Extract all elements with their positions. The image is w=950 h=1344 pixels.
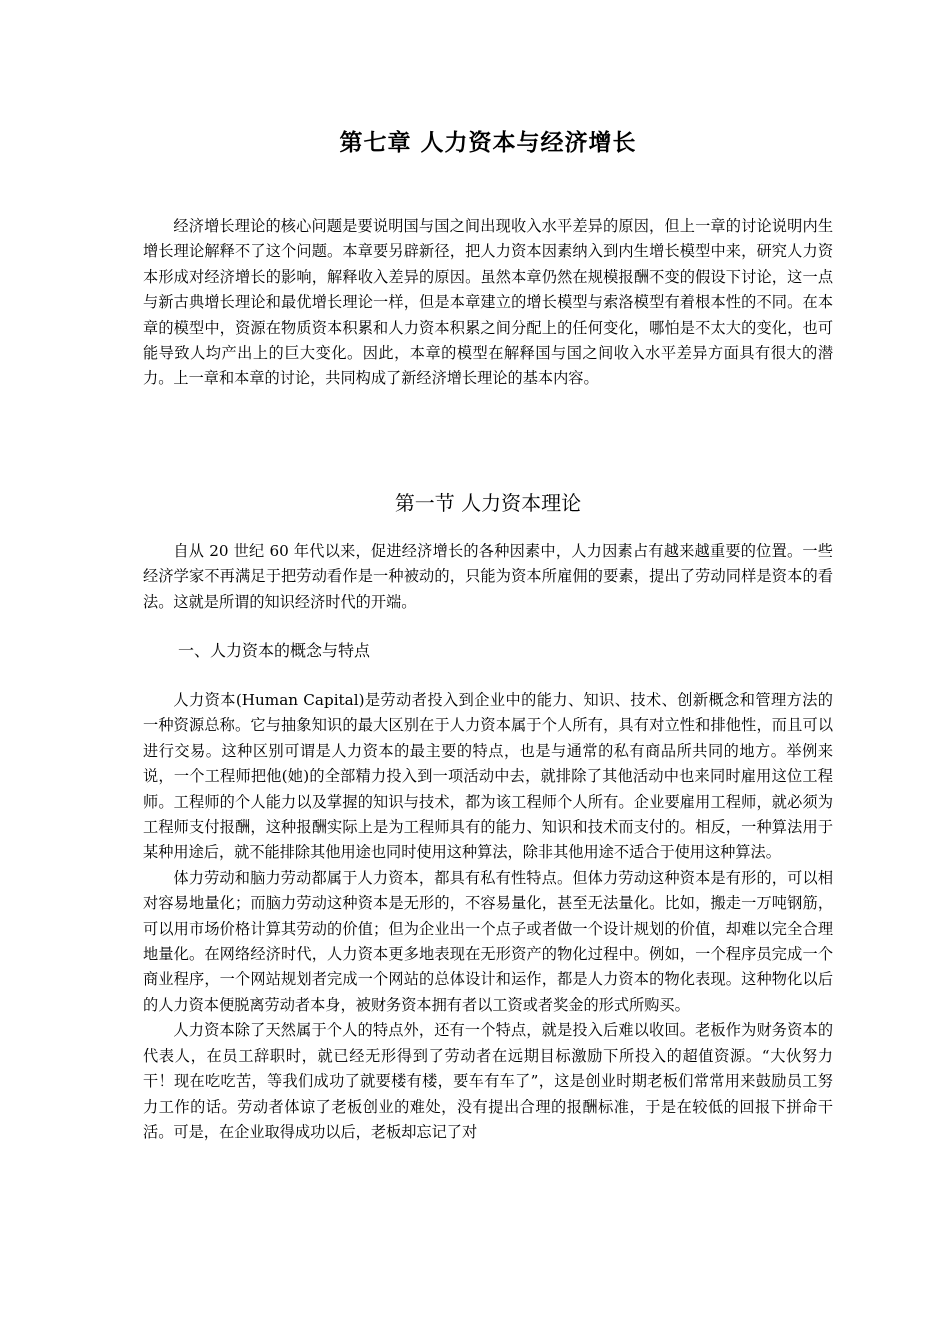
subsection-title: 一、人力资本的概念与特点 xyxy=(178,641,371,660)
section-paragraph: 自从 20 世纪 60 年代以来，促进经济增长的各种因素中，人力因素占有越来越重要的位置。一些经济学家不再满足于把劳动看作是一种被动的，只能为资本所雇佣的要素，提出了劳动同样是资本的看法。这就是所谓的知识经济时代的开端。 xyxy=(143,542,833,611)
intro-paragraph: 经济增长理论的核心问题是要说明国与国之间出现收入水平差异的原因，但上一章的讨论说明内生增长理论解释不了这个问题。本章要另辟新径，把人力资本因素纳入到内生增长模型中来，研究人力资本形成对经济增长的影响，解释收入差异的原因。虽然本章仍然在规模报酬不变的假设下讨论，这一点与新古典增长理论和最优增长理论一样，但是本章建立的增长模型与索洛模型有着根本性的不同。在本章的模型中，资源在物质资本积累和人力资本积累之间分配上的任何变化，哪怕是不太大的变化，也可能导致人均产出上的巨大变化。因此，本章的模型在解释国与国之间收入水平差异方面具有很大的潜力。上一章和本章的讨论，共同构成了新经济增长理论的基本内容。 xyxy=(143,217,833,388)
chapter-title: 第七章 人力资本与经济增长 xyxy=(339,130,637,156)
body-paragraph: 人力资本除了天然属于个人的特点外，还有一个特点，就是投入后难以收回。老板作为财务资本的代表人，在员工辞职时，就已经无形得到了劳动者在远期目标激励下所投入的超值资源。“大伙努力干！现在吃吃苦，等我们成功了就要楼有楼，要车有车了”，这是创业时期老板们常常用来鼓励员工努力工作的话。劳动者体谅了老板创业的难处，没有提出合理的报酬标准，于是在较低的回报下拼命干活。可是，在企业取得成功以后，老板却忘记了对 xyxy=(143,1021,833,1141)
section-title: 第一节 人力资本理论 xyxy=(394,491,582,515)
section-intro-block xyxy=(143,539,833,615)
body-paragraph: 体力劳动和脑力劳动都属于人力资本，都具有私有性特点。但体力劳动这种资本是有形的，可以相对容易地量化；而脑力劳动这种资本是无形的，不容易量化，甚至无法量化。比如，搬走一万吨钢筋，可以用市场价格计算其劳动的价值；但为企业出一个点子或者做一个设计规划的价值，却难以完全合理地量化。在网络经济时代，人力资本更多地表现在无形资产的物化过程中。例如，一个程序员完成一个商业程序，一个网站规划者完成一个网站的总体设计和运作，都是人力资本的物化表现。这种物化以后的人力资本便脱离劳动者本身，被财务资本拥有者以工资或者奖金的形式所购买。 xyxy=(143,868,833,1014)
intro-block xyxy=(143,214,833,392)
body-paragraph: 人力资本(Human Capital)是劳动者投入到企业中的能力、知识、技术、创新概念和管理方法的一种资源总称。它与抽象知识的最大区别在于人力资本属于个人所有，具有对立性和排他性，而且可以进行交易。这种区别可谓是人力资本的最主要的特点，也是与通常的私有商品所共同的地方。举例来说，一个工程师把他(她)的全部精力投入到一项活动中去，就排除了其他活动中也来同时雇用这位工程师。工程师的个人能力以及掌握的知识与技术，都为该工程师个人所有。企业要雇用工程师，就必须为工程师支付报酬，这种报酬实际上是为工程师具有的能力、知识和技术而支付的。相反，一种算法用于某种用途后，就不能排除其他用途也同时使用这种算法，除非其他用途不适合于使用这种算法。 xyxy=(143,691,833,862)
subsection-body xyxy=(143,688,833,1145)
